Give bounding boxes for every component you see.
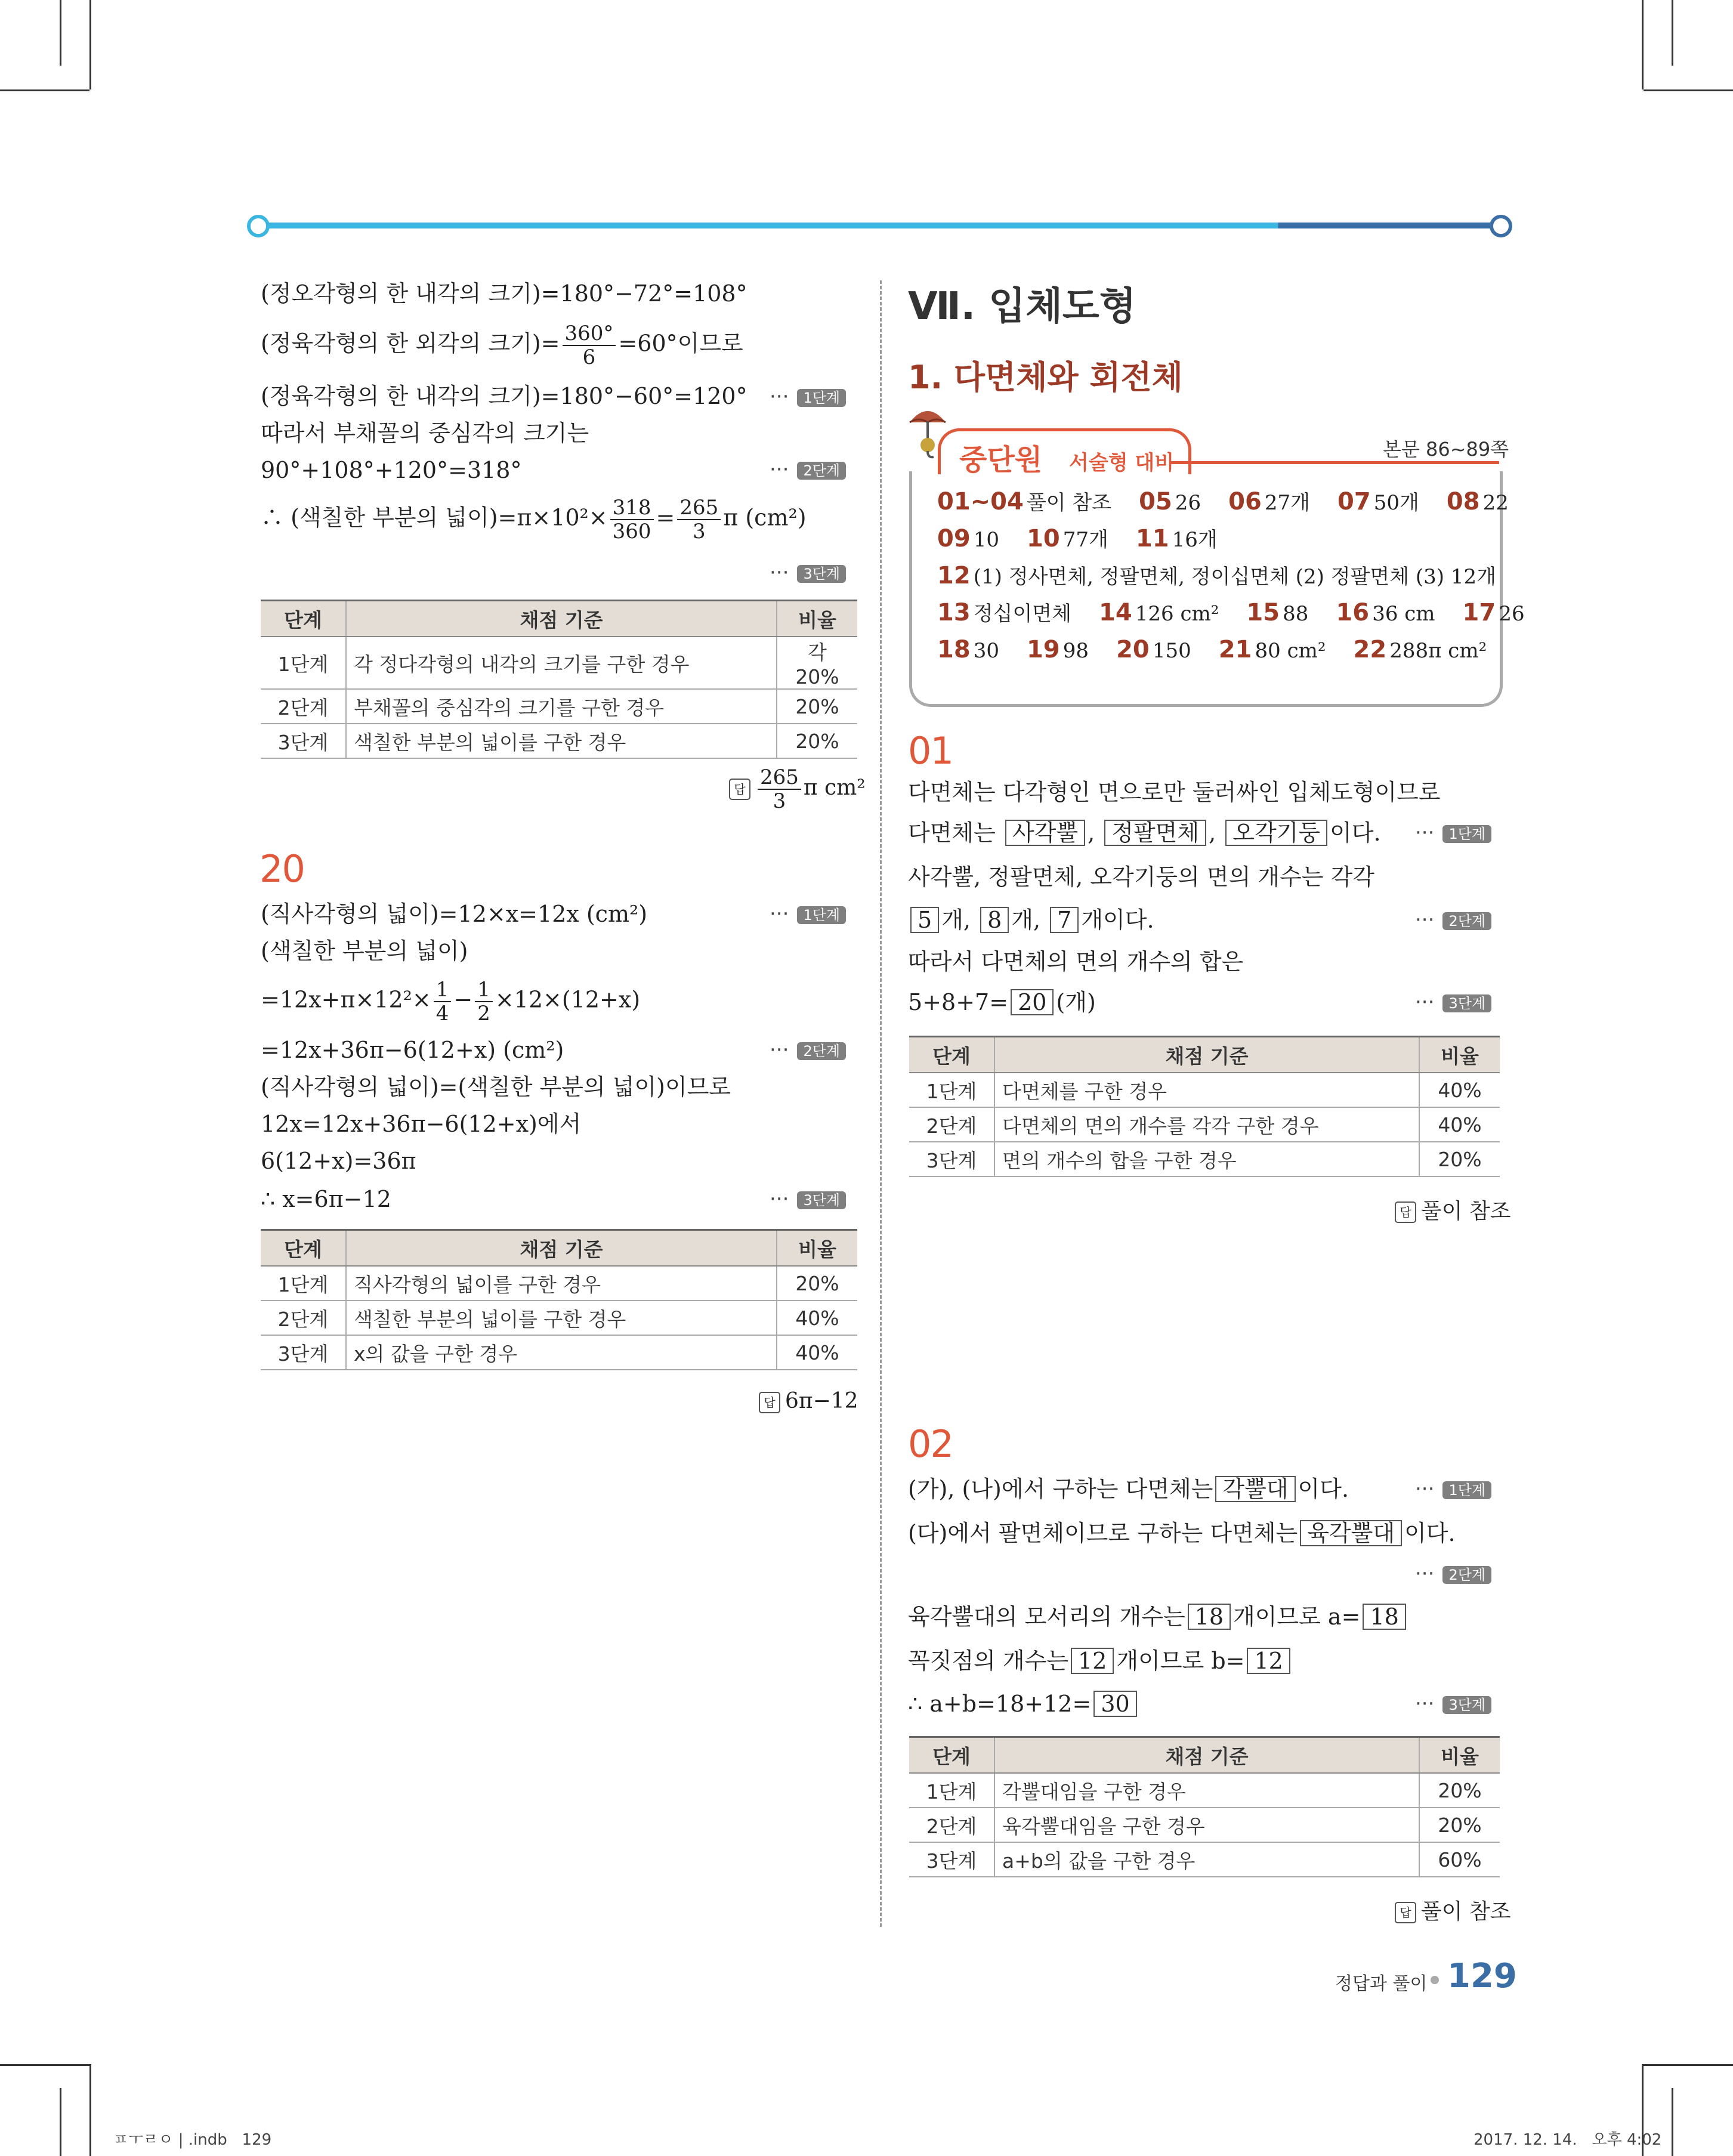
quick-answer-value: 10 — [973, 528, 1000, 552]
dots: ··· — [770, 902, 789, 926]
step-badge: 1단계 — [1442, 1481, 1491, 1499]
cell: 다면체의 면의 개수를 각각 구한 경우 — [994, 1107, 1419, 1142]
text: 개, — [1011, 907, 1041, 933]
quick-answer-key: 01~04 — [937, 488, 1024, 515]
cell: 색칠한 부분의 넓이를 구한 경우 — [346, 724, 777, 758]
cell: 2단계 — [261, 1301, 346, 1335]
text: (가), (나)에서 구하는 다면체는 — [908, 1476, 1213, 1502]
q01-line-3: 사각뿔, 정팔면체, 오각기둥의 면의 개수는 각각 — [908, 864, 1375, 890]
q01-line-1: 다면체는 다각형인 면으로만 둘러싸인 입체도형이므로 — [908, 779, 1441, 805]
text: 이다. — [1298, 1476, 1349, 1502]
answer-line — [1395, 1895, 1511, 1925]
table-row — [909, 1842, 1500, 1877]
step-badge: 1단계 — [797, 906, 846, 924]
text: =12x+π×12²× — [261, 986, 431, 1013]
cell: 2단계 — [261, 689, 346, 724]
text: 개, — [941, 907, 971, 933]
answer-icon: 답 — [1395, 1902, 1416, 1923]
answer-icon: 답 — [1395, 1201, 1416, 1223]
answer-box: 12 — [1071, 1648, 1114, 1674]
quick-answer-key: 21 — [1218, 636, 1252, 663]
q01-line-5: 따라서 다면체의 면의 개수의 합은 — [908, 949, 1244, 975]
table-row — [261, 1301, 857, 1335]
text: 5+8+7= — [908, 989, 1009, 1015]
quick-answer-value: 80 cm² — [1255, 639, 1326, 663]
quick-answer-row — [937, 557, 1496, 594]
q02-line-1 — [908, 1475, 1349, 1503]
quick-answer-key: 17 — [1462, 599, 1496, 626]
header-bar — [258, 223, 1502, 228]
left-line-5: 90°+108°+120°=318° — [261, 457, 522, 483]
cell: 3단계 — [261, 724, 346, 758]
footer-dot — [1431, 1976, 1439, 1984]
left-line-2 — [261, 322, 743, 369]
q01-line-2: 다면체는 사각뿔 , 정팔면체 , 오각기둥 이다. — [908, 820, 1381, 846]
cell: 60% — [1419, 1842, 1500, 1877]
dots: ··· — [1415, 1477, 1435, 1501]
cell: 3단계 — [909, 1842, 994, 1877]
q02-line-4 — [908, 1647, 1293, 1675]
answer-box: 정팔면체 — [1104, 820, 1206, 846]
answer-icon: 답 — [759, 1392, 780, 1413]
quick-answer-key: 06 — [1228, 488, 1262, 515]
cell: 1단계 — [261, 1266, 346, 1301]
step-badge: 1단계 — [797, 389, 846, 407]
step-marker — [770, 1187, 846, 1211]
text: ∴ a+b=18+12= — [908, 1691, 1092, 1717]
dots: ··· — [1415, 821, 1435, 845]
text: 다면체는 — [908, 820, 996, 846]
problem-number: 02 — [908, 1422, 953, 1466]
numerator: 1 — [434, 978, 452, 1002]
dots: ··· — [1415, 1562, 1435, 1586]
step-badge: 2단계 — [797, 462, 846, 480]
dots: ··· — [770, 1038, 789, 1062]
fraction — [475, 978, 493, 1025]
header-cell: 채점 기준 — [994, 1037, 1419, 1073]
quick-answer-key: 22 — [1353, 636, 1387, 663]
scoring-table — [261, 600, 857, 759]
quick-answer-value: 27개 — [1264, 491, 1311, 515]
step-marker — [1415, 990, 1491, 1014]
quick-answer-value: 126 cm² — [1135, 602, 1219, 626]
step-badge: 2단계 — [1442, 912, 1491, 930]
step-badge: 2단계 — [1442, 1566, 1491, 1584]
text: =60°이므로 — [618, 330, 743, 357]
step-marker — [770, 385, 846, 409]
cell: 20% — [1419, 1142, 1500, 1176]
scoring-table — [909, 1736, 1500, 1877]
answer-icon: 답 — [729, 779, 750, 800]
header-cell: 단계 — [261, 601, 346, 637]
answer-box: 오각기둥 — [1225, 820, 1327, 846]
dots: ··· — [770, 561, 789, 585]
q20-line-3 — [261, 978, 640, 1025]
header-cell: 단계 — [909, 1037, 994, 1073]
cell: 3단계 — [909, 1142, 994, 1176]
table-row — [909, 1773, 1500, 1808]
table-row — [909, 1107, 1500, 1142]
cell: 40% — [1419, 1073, 1500, 1107]
answer-box: 12 — [1247, 1648, 1290, 1674]
cell: 20% — [1419, 1808, 1500, 1842]
numerator: 265 — [677, 496, 721, 520]
quick-answer-value: 26 — [1499, 602, 1525, 626]
q20-line-4: =12x+36π−6(12+x) (cm²) — [261, 1037, 564, 1063]
quick-answer-key: 18 — [937, 636, 971, 663]
problem-number: 20 — [260, 847, 304, 891]
header-bar-left-dot — [247, 215, 270, 237]
print-date-info: 2017. 12. 14. 오후 4:02 — [1473, 2131, 1662, 2149]
numerator: 1 — [475, 978, 493, 1002]
fraction — [563, 322, 616, 369]
header-cell: 채점 기준 — [994, 1737, 1419, 1774]
quick-answer-row — [937, 520, 1488, 557]
step-marker — [1415, 821, 1491, 845]
q20-line-7: 6(12+x)=36π — [261, 1148, 416, 1174]
dots: ··· — [770, 458, 789, 481]
cell: 각 20% — [777, 637, 857, 689]
header-cell: 비율 — [1419, 1737, 1500, 1774]
footer-label: 정답과 풀이 — [1335, 1973, 1428, 1994]
fraction — [610, 496, 654, 543]
answer-box: 5 — [910, 907, 939, 933]
numerator: 360° — [563, 322, 616, 346]
text: 개이다. — [1081, 907, 1154, 933]
q20-line-8: ∴ x=6π−12 — [261, 1186, 391, 1212]
quick-answer-value: 30 — [973, 639, 1000, 663]
table-header — [909, 1737, 1500, 1774]
table-row — [909, 1073, 1500, 1107]
answer-box: 30 — [1093, 1691, 1136, 1717]
q20-line-6: 12x=12x+36π−6(12+x)에서 — [261, 1111, 582, 1137]
denominator: 3 — [693, 520, 706, 543]
cell: 1단계 — [909, 1073, 994, 1107]
quick-answer-value: 150 — [1152, 639, 1191, 663]
q20-line-2: (색칠한 부분의 넓이) — [261, 938, 468, 964]
text: (개) — [1056, 989, 1096, 1015]
page-number: 129 — [1447, 1957, 1517, 1996]
step-marker — [770, 1038, 846, 1062]
fraction — [758, 766, 801, 813]
text: 개이므로 b= — [1116, 1648, 1245, 1674]
cell: 각뿔대임을 구한 경우 — [994, 1773, 1419, 1808]
quick-answer-row — [937, 483, 1509, 520]
answer-line — [729, 766, 866, 813]
q02-line-3 — [908, 1602, 1408, 1631]
denominator: 360 — [612, 520, 651, 543]
step-marker — [1415, 908, 1491, 932]
dots: ··· — [1415, 908, 1435, 932]
step-badge: 1단계 — [1442, 825, 1491, 843]
step-marker — [1415, 1692, 1491, 1716]
quick-answer-value: 16개 — [1172, 528, 1218, 552]
step-marker — [770, 458, 846, 481]
quick-answer-value: 88 — [1283, 602, 1309, 626]
quick-answer-key: 09 — [937, 525, 971, 552]
quick-answer-key: 11 — [1135, 525, 1169, 552]
quick-answer-value: 22 — [1482, 491, 1509, 515]
denominator: 6 — [582, 345, 596, 369]
text: = — [656, 504, 675, 531]
quick-answer-value: 36 cm — [1372, 602, 1435, 626]
quick-answers-box — [909, 471, 1525, 707]
q02-line-5 — [908, 1689, 1139, 1718]
banner-sub: 서술형 대비 — [1069, 451, 1175, 475]
answer-box: 18 — [1188, 1604, 1231, 1630]
cell: 각 정다각형의 내각의 크기를 구한 경우 — [346, 637, 777, 689]
denominator: 4 — [435, 1002, 449, 1026]
quick-answer-value: 50개 — [1373, 491, 1419, 515]
quick-answer-key: 20 — [1116, 636, 1150, 663]
step-badge: 3단계 — [797, 1191, 846, 1209]
answer-text: 풀이 참조 — [1421, 1899, 1511, 1924]
text: ×12×(12+x) — [495, 986, 641, 1013]
answer-line — [1395, 1194, 1511, 1225]
answer-box: 사각뿔 — [1005, 820, 1085, 846]
quick-answer-key: 07 — [1337, 488, 1371, 515]
step-badge: 3단계 — [1442, 1696, 1491, 1714]
step-marker — [770, 561, 846, 585]
q20-line-5: (직사각형의 넓이)=(색칠한 부분의 넓이)이므로 — [261, 1074, 731, 1100]
answer-box: 20 — [1011, 989, 1054, 1015]
text: π (cm²) — [723, 504, 807, 531]
cell: 부채꼴의 중심각의 크기를 구한 경우 — [346, 689, 777, 724]
answer-box: 8 — [980, 907, 1009, 933]
dots: ··· — [1415, 990, 1435, 1014]
cell: 다면체를 구한 경우 — [994, 1073, 1419, 1107]
quick-answer-key: 15 — [1246, 599, 1280, 626]
header-cell: 단계 — [909, 1737, 994, 1774]
quick-answer-key: 12 — [937, 562, 971, 589]
denominator: 2 — [477, 1002, 490, 1026]
answer-box: 각뿔대 — [1215, 1476, 1295, 1502]
chapter-title: Ⅶ. 입체도형 — [908, 285, 1136, 329]
text: ∴ (색칠한 부분의 넓이)=π×10²× — [261, 504, 608, 531]
header-bar-right-dot — [1490, 215, 1512, 237]
answer-line — [759, 1389, 858, 1413]
header-cell: 비율 — [777, 601, 857, 637]
quick-answer-key: 14 — [1099, 599, 1132, 626]
text: 이다. — [1404, 1520, 1456, 1546]
quick-answer-key: 08 — [1446, 488, 1480, 515]
table-row — [261, 1266, 857, 1301]
quick-answer-value: 288π cm² — [1389, 639, 1487, 663]
header-cell: 채점 기준 — [346, 1230, 777, 1267]
q20-line-1: (직사각형의 넓이)=12×x=12x (cm²) — [261, 901, 648, 927]
cell: a+b의 값을 구한 경우 — [994, 1842, 1419, 1877]
cell: 40% — [777, 1335, 857, 1370]
cell: 2단계 — [909, 1808, 994, 1842]
q01-line-4 — [908, 906, 1154, 934]
quick-answer-value: 풀이 참조 — [1026, 491, 1112, 515]
cell: 20% — [777, 1266, 857, 1301]
header-cell: 비율 — [1419, 1037, 1500, 1073]
q02-line-2 — [908, 1519, 1456, 1547]
answer-box: 육각뿔대 — [1300, 1520, 1402, 1546]
cell: 면의 개수의 합을 구한 경우 — [994, 1142, 1419, 1176]
table-row — [261, 724, 857, 758]
left-line-1: (정오각형의 한 내각의 크기)=180°−72°=108° — [261, 280, 747, 307]
quick-answer-key: 13 — [937, 599, 971, 626]
text: (정육각형의 한 외각의 크기)= — [261, 330, 560, 357]
left-line-4: 따라서 부채꼴의 중심각의 크기는 — [261, 420, 589, 446]
banner-main: 중단원 — [959, 443, 1043, 477]
cell: 1단계 — [909, 1773, 994, 1808]
answer-box: 7 — [1050, 907, 1079, 933]
table-header — [261, 601, 857, 637]
cell: 2단계 — [909, 1107, 994, 1142]
table-row — [261, 689, 857, 724]
text: 이다. — [1330, 820, 1381, 846]
step-badge: 3단계 — [1442, 994, 1491, 1012]
cell: 20% — [777, 689, 857, 724]
quick-answer-value: 98 — [1062, 639, 1089, 663]
table-header — [261, 1230, 857, 1267]
quick-answer-value: 정십이면체 — [973, 602, 1071, 626]
fraction — [677, 496, 721, 543]
table-row — [909, 1808, 1500, 1842]
page-reference: 본문 86~89쪽 — [1383, 438, 1509, 461]
text: π cm² — [803, 776, 866, 800]
quick-answer-value: (1) 정사면체, 정팔면체, 정이십면체 (2) 정팔면체 (3) 12개 — [973, 565, 1496, 589]
cell: x의 값을 구한 경우 — [346, 1335, 777, 1370]
left-line-3: (정육각형의 한 내각의 크기)=180°−60°=120° — [261, 383, 747, 409]
quick-answers — [937, 483, 1525, 668]
scoring-table — [909, 1036, 1500, 1177]
quick-answer-value: 77개 — [1062, 528, 1108, 552]
numerator: 265 — [758, 766, 801, 790]
dots: ··· — [1415, 1692, 1435, 1716]
section-title: 1. 다면체와 회전체 — [908, 359, 1183, 396]
table-row — [909, 1142, 1500, 1176]
step-marker — [770, 902, 846, 926]
header-cell: 단계 — [261, 1230, 346, 1267]
table-header — [909, 1037, 1500, 1073]
header-cell: 채점 기준 — [346, 601, 777, 637]
quick-answer-key: 10 — [1027, 525, 1060, 552]
step-marker — [1415, 1562, 1491, 1586]
left-line-6 — [261, 496, 807, 543]
cell: 3단계 — [261, 1335, 346, 1370]
header-cell: 비율 — [777, 1230, 857, 1267]
step-marker — [1415, 1477, 1491, 1501]
text: 육각뿔대의 모서리의 개수는 — [908, 1604, 1185, 1630]
column-divider — [880, 280, 882, 1927]
cell: 직사각형의 넓이를 구한 경우 — [346, 1266, 777, 1301]
cell: 육각뿔대임을 구한 경우 — [994, 1808, 1419, 1842]
answer-box: 18 — [1363, 1604, 1405, 1630]
answer-text: 풀이 참조 — [1421, 1199, 1511, 1224]
dots: ··· — [770, 385, 789, 409]
text: (다)에서 팔면체이므로 구하는 다면체는 — [908, 1520, 1298, 1546]
quick-answer-key: 16 — [1336, 599, 1370, 626]
table-row — [261, 637, 857, 689]
cell: 20% — [777, 724, 857, 758]
numerator: 318 — [610, 496, 654, 520]
table-row — [261, 1335, 857, 1370]
step-badge: 3단계 — [797, 565, 846, 583]
print-file-info: ㅍㅜㄹㅇ | .indb 129 — [113, 2131, 272, 2149]
cell: 20% — [1419, 1773, 1500, 1808]
cell: 1단계 — [261, 637, 346, 689]
q01-line-6 — [908, 988, 1096, 1017]
text: 개이므로 a= — [1233, 1604, 1361, 1630]
scoring-table — [261, 1229, 857, 1370]
quick-answer-key: 05 — [1139, 488, 1172, 515]
text: 꼭짓점의 개수는 — [908, 1648, 1069, 1674]
cell: 40% — [1419, 1107, 1500, 1142]
fraction — [434, 978, 452, 1025]
quick-answer-row — [937, 631, 1488, 668]
quick-answer-row — [937, 594, 1525, 631]
quick-answer-value: 26 — [1175, 491, 1201, 515]
cell: 40% — [777, 1301, 857, 1335]
text: − — [453, 986, 473, 1013]
cell: 색칠한 부분의 넓이를 구한 경우 — [346, 1301, 777, 1335]
step-badge: 2단계 — [797, 1042, 846, 1060]
problem-number: 01 — [908, 729, 953, 773]
quick-answer-key: 19 — [1027, 636, 1060, 663]
denominator: 3 — [773, 789, 786, 813]
dots: ··· — [770, 1187, 789, 1211]
answer-text: 6π−12 — [785, 1389, 858, 1413]
